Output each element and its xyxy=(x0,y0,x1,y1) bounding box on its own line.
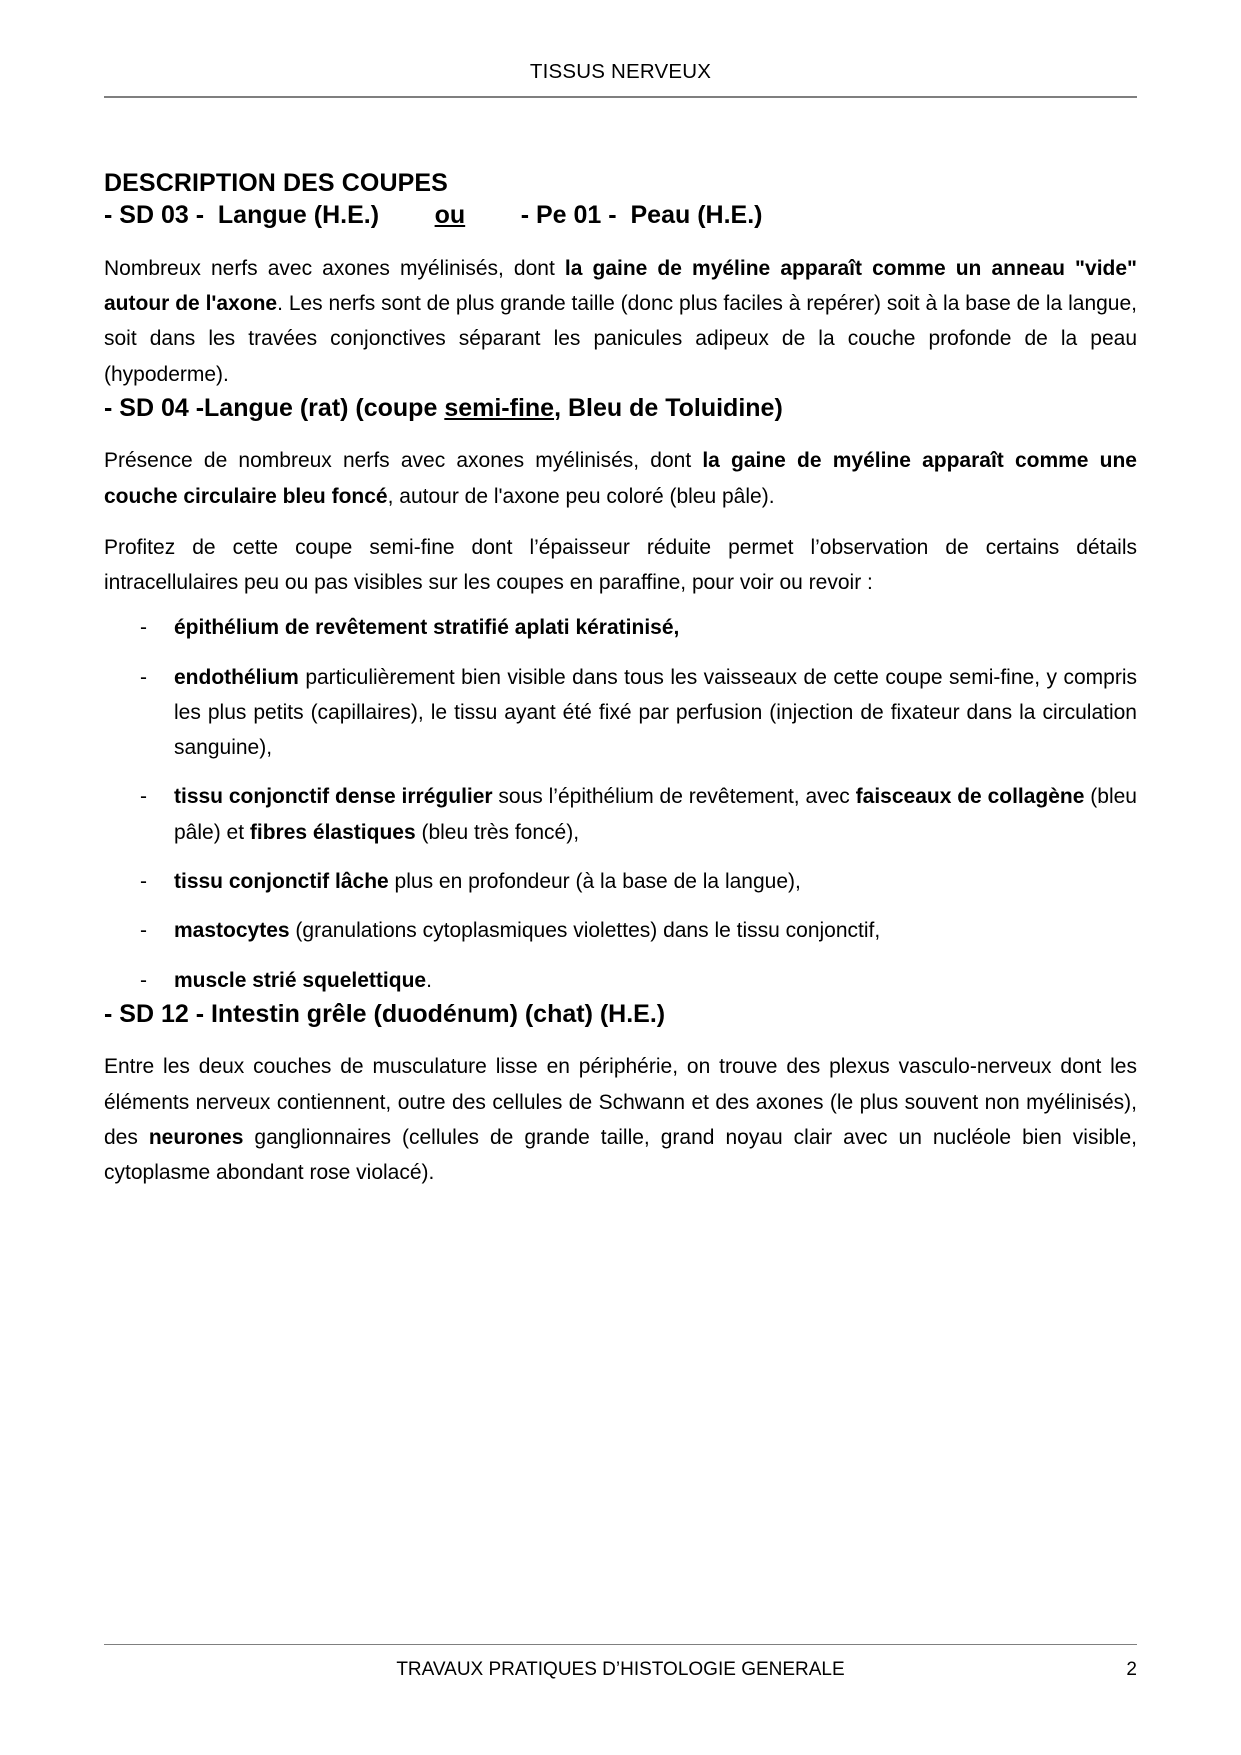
list-item xyxy=(104,864,1137,899)
text-run-bold: fibres élastiques xyxy=(249,820,416,844)
text-run-bold: la gaine de myéline apparaît comme une couche circulaire bleu foncé xyxy=(104,449,1137,508)
section-heading-sd04 xyxy=(104,392,1137,425)
list-item xyxy=(104,963,1137,998)
section-heading-sd03 xyxy=(104,199,1137,232)
header-divider xyxy=(104,96,1137,98)
text-run: Présence de nombreux nerfs avec axones myélinisés, dont xyxy=(104,449,703,473)
text-run: plus en profondeur (à la base de la langue), xyxy=(388,869,801,893)
section-sd03 xyxy=(104,199,1137,392)
section-heading-sd12: - SD 12 - Intestin grêle (duodénum) (chat) (H.E.) xyxy=(104,999,666,1028)
text-run-bold: faisceaux de collagène xyxy=(855,785,1085,809)
section-heading-sd04-underline: semi-fine xyxy=(444,393,555,422)
text-run: ganglionnaires (cellules de grande taille, grand noyau clair avec un nucléole bien visible, cytoplasme abondant rose violacé). xyxy=(104,1125,1137,1185)
text-run-bold: tissu conjonctif lâche xyxy=(174,869,389,893)
page-content xyxy=(104,0,1137,1755)
text-run-bold: épithélium de revêtement stratifié aplati kératinisé, xyxy=(174,616,680,640)
header-title: TISSUS NERVEUX xyxy=(529,60,712,83)
list-item xyxy=(104,913,1137,948)
list-item xyxy=(104,779,1137,850)
text-run-bold: muscle strié squelettique xyxy=(174,968,427,992)
section-heading-sd03-part2: - Pe 01 - Peau (H.E.) xyxy=(520,201,763,230)
observation-list xyxy=(104,610,1137,997)
paragraph-sd04-1 xyxy=(104,443,1137,514)
section-sd04 xyxy=(104,392,1137,998)
section-heading-sd03-part1: - SD 03 - Langue (H.E.) xyxy=(104,201,380,230)
list-item xyxy=(104,610,1137,645)
list-bullet-dash: - xyxy=(140,968,147,992)
section-heading-sd03-ou: ou xyxy=(434,201,466,230)
section-heading-sd04-part2: , Bleu de Toluidine) xyxy=(554,393,783,422)
page-header xyxy=(104,60,1137,106)
page-title: DESCRIPTION DES COUPES xyxy=(104,169,448,197)
text-run: (bleu pâle) et xyxy=(174,785,1137,844)
paragraph-sd04-2: Profitez de cette coupe semi-fine dont l’épaisseur réduite permet l’observation de certains détails intracellulaires peu ou pas visibles sur les coupes en paraffine, pour voir ou revoir : xyxy=(104,535,1137,595)
text-run-bold: endothélium xyxy=(174,665,299,689)
text-run: . Les nerfs sont de plus grande taille (donc plus faciles à repérer) soit à la base de la langue, soit dans les travées conjonctives séparant les panicules adipeux de la couche profonde de la peau (hypoderme). xyxy=(104,292,1137,386)
text-run-bold: neurones xyxy=(148,1125,244,1149)
list-bullet-dash: - xyxy=(140,665,147,689)
text-run: Nombreux nerfs avec axones myélinisés, dont xyxy=(104,256,565,280)
list-bullet-dash: - xyxy=(140,785,147,809)
text-run: . xyxy=(426,968,432,992)
text-run: (bleu très foncé), xyxy=(415,820,580,844)
paragraph-sd03 xyxy=(104,251,1137,392)
text-run: Entre les deux couches de musculature lisse en périphérie, on trouve des plexus vasculo-nerveux dont les éléments nerveux contiennent, outre des cellules de Schwann et des axones (le plus souvent non myélinisés), des xyxy=(104,1055,1137,1149)
document-body xyxy=(104,150,1137,1190)
text-run-bold: tissu conjonctif dense irrégulier xyxy=(174,785,493,809)
text-run: particulièrement bien visible dans tous les vaisseaux de cette coupe semi-fine, y compris les plus petits (capillaires), le tissu ayant été fixé par perfusion (injection de fixateur dans la circulation sanguine), xyxy=(174,665,1137,760)
list-item xyxy=(104,660,1137,766)
list-bullet-dash: - xyxy=(140,919,147,943)
text-run: (granulations cytoplasmiques violettes) dans le tissu conjonctif, xyxy=(289,919,881,943)
paragraph-sd12 xyxy=(104,1049,1137,1190)
footer-title: TRAVAUX PRATIQUES D’HISTOLOGIE GENERALE xyxy=(396,1659,845,1680)
section-sd12 xyxy=(104,998,1137,1191)
footer-row xyxy=(104,1659,1137,1683)
text-run-bold: la gaine de myéline apparaît comme un anneau "vide" autour de l'axone xyxy=(104,256,1137,316)
list-bullet-dash: - xyxy=(140,616,147,640)
page-number: 2 xyxy=(1126,1659,1137,1680)
text-run-bold: mastocytes xyxy=(174,919,290,943)
page-footer xyxy=(104,1644,1137,1683)
list-bullet-dash: - xyxy=(140,869,147,893)
section-heading-sd04-part1: - SD 04 -Langue (rat) (coupe xyxy=(104,393,445,422)
text-run: sous l’épithélium de revêtement, avec xyxy=(492,785,856,809)
text-run: , autour de l'axone peu coloré (bleu pâle). xyxy=(387,484,775,508)
footer-divider xyxy=(104,1644,1137,1645)
